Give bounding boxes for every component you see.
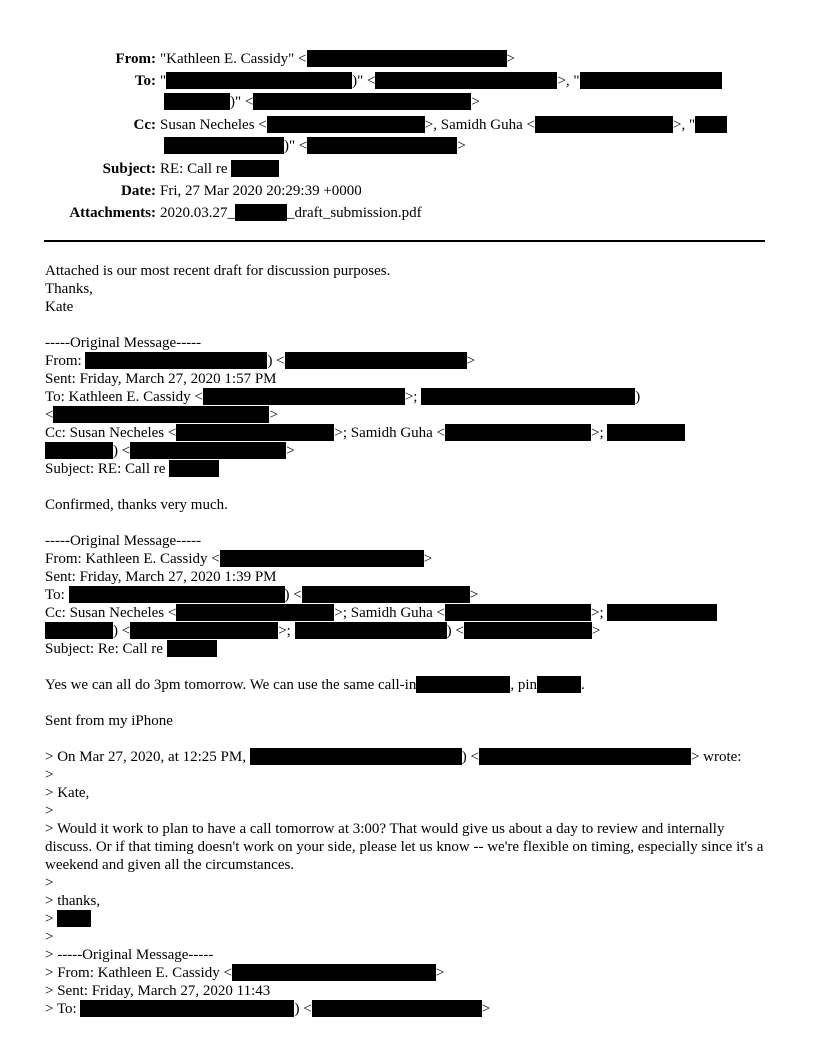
from-text: From: Kathleen E. Cassidy < [45, 551, 220, 567]
redaction [57, 910, 91, 927]
quoted-signature [45, 910, 775, 928]
message-to: To: ) < > [45, 587, 479, 603]
cc-text: >; Samidh Guha < [334, 425, 446, 441]
redaction [45, 622, 113, 639]
redaction [267, 116, 425, 133]
header-cc-row: Cc: Susan Necheles < >, Samidh Guha < >, " [0, 114, 816, 136]
to-text: To: [45, 587, 65, 603]
email-header [0, 48, 816, 224]
message-text: Confirmed, thanks very much. [45, 497, 228, 513]
quote-marker: > [45, 803, 54, 819]
message-cc: Cc: Susan Necheles < >; Samidh Guha < >; [45, 424, 775, 442]
cc-text: Cc: Susan Necheles < [45, 605, 177, 621]
redaction [421, 388, 635, 405]
text: > [45, 911, 54, 927]
subject-label: Subject: [102, 161, 156, 177]
message-to: To: Kathleen E. Cassidy < >; ) [45, 389, 641, 405]
redaction [250, 748, 462, 765]
body-text: Thanks, [45, 281, 93, 297]
redaction [130, 442, 286, 459]
redaction [580, 72, 722, 89]
body-text: Attached is our most recent draft for discussion purposes. [45, 263, 391, 279]
redaction [169, 460, 219, 477]
redaction [607, 604, 717, 621]
redaction [445, 604, 591, 621]
redaction [220, 550, 424, 567]
redaction [176, 424, 334, 441]
quoted-paragraph: > Would it work to plan to have a call tomorrow at 3:00? That would give us about a day to review and internally discuss. Or if that timing doesn't work on your side, please let us know -- we're flexible on timing, especially since it's a weekend and given all the circumstances. [45, 821, 764, 873]
redaction [85, 352, 267, 369]
redaction [375, 72, 557, 89]
message-cc: Cc: Susan Necheles < >; Samidh Guha < >; [45, 604, 775, 622]
from-text: From: [45, 353, 82, 369]
message-sent: Sent: Friday, March 27, 2020 1:57 PM [45, 371, 277, 387]
date-label: Date: [121, 183, 156, 199]
text: > To: [45, 1001, 77, 1017]
redaction [253, 93, 471, 110]
redaction [307, 50, 507, 67]
message-from: From: Kathleen E. Cassidy < > [45, 551, 433, 567]
quoted-to: > To: ) < > [45, 1001, 491, 1017]
quote-marker: > [45, 767, 54, 783]
message-text [45, 676, 775, 694]
redaction [312, 1000, 482, 1017]
redaction [416, 676, 510, 693]
header-cc-continuation: )" < > [0, 136, 816, 156]
header-from-row: From: "Kathleen E. Cassidy" < > [0, 48, 816, 70]
quoted-text: > -----Original Message----- [45, 947, 214, 963]
redaction [295, 622, 447, 639]
redaction [164, 93, 230, 110]
from-label: From: [115, 51, 156, 67]
text: . [581, 677, 585, 693]
quoted-text: > thanks, [45, 893, 101, 909]
redaction [166, 72, 352, 89]
quote-marker: > [45, 929, 54, 945]
message-subject [45, 460, 775, 478]
to-label: To: [134, 73, 156, 89]
quote-marker: > [45, 875, 54, 891]
redaction [167, 640, 217, 657]
cc-part2: >, Samidh Guha < [424, 117, 536, 133]
attachment-prefix: 2020.03.27_ [160, 205, 235, 221]
redaction [232, 964, 436, 981]
header-divider [44, 240, 765, 242]
redaction [164, 137, 284, 154]
quoted-from: > From: Kathleen E. Cassidy < > [45, 965, 445, 981]
from-name: "Kathleen E. Cassidy" < [160, 51, 307, 67]
text: > From: Kathleen E. Cassidy < [45, 965, 232, 981]
redaction [130, 622, 278, 639]
subject-value: RE: Call re [160, 161, 228, 177]
redaction [607, 424, 685, 441]
attachment-suffix: _draft_submission.pdf [287, 205, 422, 221]
message-cc-continuation: ) < >; ) < > [45, 622, 775, 640]
header-date-row [0, 180, 816, 202]
body-signature: Kate [45, 299, 74, 315]
redaction [537, 676, 581, 693]
redaction [307, 137, 457, 154]
original-message-marker: -----Original Message----- [45, 533, 202, 549]
text: > wrote: [690, 749, 742, 765]
redaction [45, 442, 113, 459]
message-subject [45, 640, 775, 658]
date-value: Fri, 27 Mar 2020 20:29:39 +0000 [160, 183, 362, 199]
redaction [302, 586, 470, 603]
redaction [285, 352, 467, 369]
redaction [231, 160, 279, 177]
header-to-row: To: " )" < >, " [0, 70, 816, 92]
email-body [45, 262, 775, 1018]
message-to-continuation: < > [45, 407, 278, 423]
header-to-continuation: )" < > [0, 92, 816, 112]
redaction [69, 586, 285, 603]
original-message-marker: -----Original Message----- [45, 335, 202, 351]
cc-text: Cc: Susan Necheles < [45, 425, 177, 441]
to-text: To: Kathleen E. Cassidy < [45, 389, 203, 405]
redaction [53, 406, 269, 423]
cc-label: Cc: [133, 117, 156, 133]
cc-part1: Susan Necheles < [160, 117, 267, 133]
quoted-header: > On Mar 27, 2020, at 12:25 PM, ) < > wrote: [45, 749, 742, 765]
text: > On Mar 27, 2020, at 12:25 PM, [45, 749, 246, 765]
subject-text: Subject: Re: Call re [45, 641, 163, 657]
redaction [479, 748, 691, 765]
redaction [445, 424, 591, 441]
redaction [464, 622, 592, 639]
attachments-label: Attachments: [69, 205, 156, 221]
redaction [535, 116, 673, 133]
redaction [176, 604, 334, 621]
subject-text: Subject: RE: Call re [45, 461, 166, 477]
redaction [695, 116, 727, 133]
quoted-text: > Kate, [45, 785, 90, 801]
text: Yes we can all do 3pm tomorrow. We can use the same call-in [45, 677, 417, 693]
quoted-sent: > Sent: Friday, March 27, 2020 11:43 [45, 983, 271, 999]
message-cc-continuation: ) < > [45, 442, 775, 460]
message-sent: Sent: Friday, March 27, 2020 1:39 PM [45, 569, 277, 585]
header-subject-row [0, 158, 816, 180]
redaction [80, 1000, 294, 1017]
sent-from-signature: Sent from my iPhone [45, 713, 173, 729]
header-attachments-row [0, 202, 816, 224]
cc-text: >; Samidh Guha < [334, 605, 446, 621]
message-from: From: ) < > [45, 353, 476, 369]
redaction [203, 388, 405, 405]
redaction [235, 204, 287, 221]
text: , pin [510, 677, 538, 693]
